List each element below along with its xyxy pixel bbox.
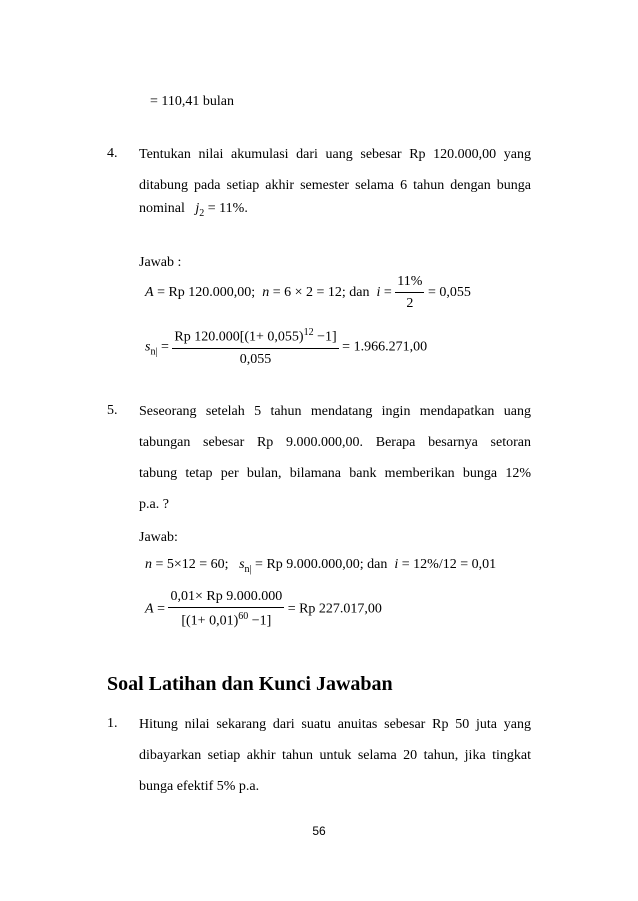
problem-4-line-3 — [139, 201, 248, 219]
var-s: s — [239, 557, 245, 572]
j-value: = 11%. — [207, 201, 248, 216]
i-value: = 12%/12 = 0,01 — [401, 557, 497, 572]
problem-4-answer-label: Jawab : — [139, 255, 182, 270]
problem-4-equation-2 — [145, 327, 427, 368]
problem-5-text — [139, 396, 531, 520]
s-subscript: n| — [150, 346, 158, 358]
var-n: n — [145, 557, 152, 572]
s-numerator-base: Rp 120.000[(1+ 0,055) — [174, 329, 304, 345]
previous-result: = 110,41 bulan — [150, 94, 234, 109]
A-denominator-exponent: 60 — [238, 611, 249, 622]
nominal-label: nominal — [139, 201, 185, 216]
s-fraction-numerator — [172, 327, 338, 349]
j-subscript: 2 — [199, 207, 205, 219]
problem-4-equation-1 — [145, 274, 471, 312]
A-result: = Rp 227.017,00 — [287, 601, 382, 617]
page-number: 56 — [312, 824, 326, 838]
problem-4-line-1: Tentukan nilai akumulasi dari uang sebesar Rp 120.000,00 yang — [139, 147, 531, 162]
s-subscript: n| — [244, 563, 252, 575]
problem-5-line-1: Seseorang setelah 5 tahun mendatang ingin mendapatkan uang — [139, 404, 531, 419]
i-fraction-denominator: 2 — [406, 296, 414, 311]
A-denominator-base: [(1+ 0,01) — [181, 613, 239, 629]
problem-4-line-2: ditabung pada setiap akhir semester selama 6 tahun dengan bunga — [139, 178, 531, 193]
i-equals: = — [383, 285, 392, 301]
exercise-1-line-2: dibayarkan setiap akhir tahun untuk selama 20 tahun, jika tingkat — [139, 748, 531, 763]
s-value: = Rp 9.000.000,00; dan — [255, 557, 388, 572]
var-i: i — [394, 557, 399, 572]
A-value: = Rp 120.000,00; — [157, 285, 256, 301]
problem-4-text — [139, 139, 531, 201]
problem-5-line-2: tabungan sebesar Rp 9.000.000,00. Berapa besarnya setoran — [139, 435, 531, 450]
s-result: = 1.966.271,00 — [342, 339, 428, 355]
var-i: i — [376, 285, 381, 301]
problem-5-equation-2 — [145, 589, 382, 630]
s-equals: = — [160, 339, 169, 355]
s-numerator-tail: −1] — [313, 329, 337, 345]
i-fraction — [395, 274, 424, 312]
var-A: A — [145, 285, 154, 301]
exercise-1-number: 1. — [107, 716, 118, 731]
problem-5-number: 5. — [107, 403, 118, 418]
s-fraction-denominator: 0,055 — [239, 351, 272, 367]
i-fraction-numerator: 11% — [395, 274, 424, 293]
var-n: n — [262, 285, 270, 301]
exercise-1-text — [139, 709, 531, 802]
A-denominator-tail: −1] — [248, 613, 272, 629]
n-value: = 5×12 = 60; — [155, 557, 229, 572]
n-value: = 6 × 2 = 12; dan — [272, 285, 370, 301]
A-fraction-numerator: 0,01× Rp 9.000.000 — [168, 589, 284, 608]
A-fraction — [168, 589, 284, 630]
i-result: = 0,055 — [427, 285, 471, 301]
j-variable: j — [195, 201, 200, 216]
var-s: s — [145, 339, 151, 355]
section-heading: Soal Latihan dan Kunci Jawaban — [107, 673, 393, 695]
s-fraction — [172, 327, 338, 368]
var-A: A — [145, 601, 154, 617]
problem-5-answer-label: Jawab: — [139, 530, 178, 545]
problem-4-number: 4. — [107, 146, 118, 161]
problem-5-equation-1 — [145, 557, 496, 575]
s-numerator-exponent: 12 — [303, 327, 314, 338]
exercise-1-line-3: bunga efektif 5% p.a. — [139, 779, 260, 794]
A-fraction-denominator — [168, 608, 284, 630]
A-equals: = — [157, 601, 165, 617]
problem-5-line-3: tabung tetap per bulan, bilamana bank memberikan bunga 12% — [139, 466, 531, 481]
problem-5-line-4: p.a. ? — [139, 497, 169, 512]
exercise-1-line-1: Hitung nilai sekarang dari suatu anuitas sebesar Rp 50 juta yang — [139, 717, 531, 732]
